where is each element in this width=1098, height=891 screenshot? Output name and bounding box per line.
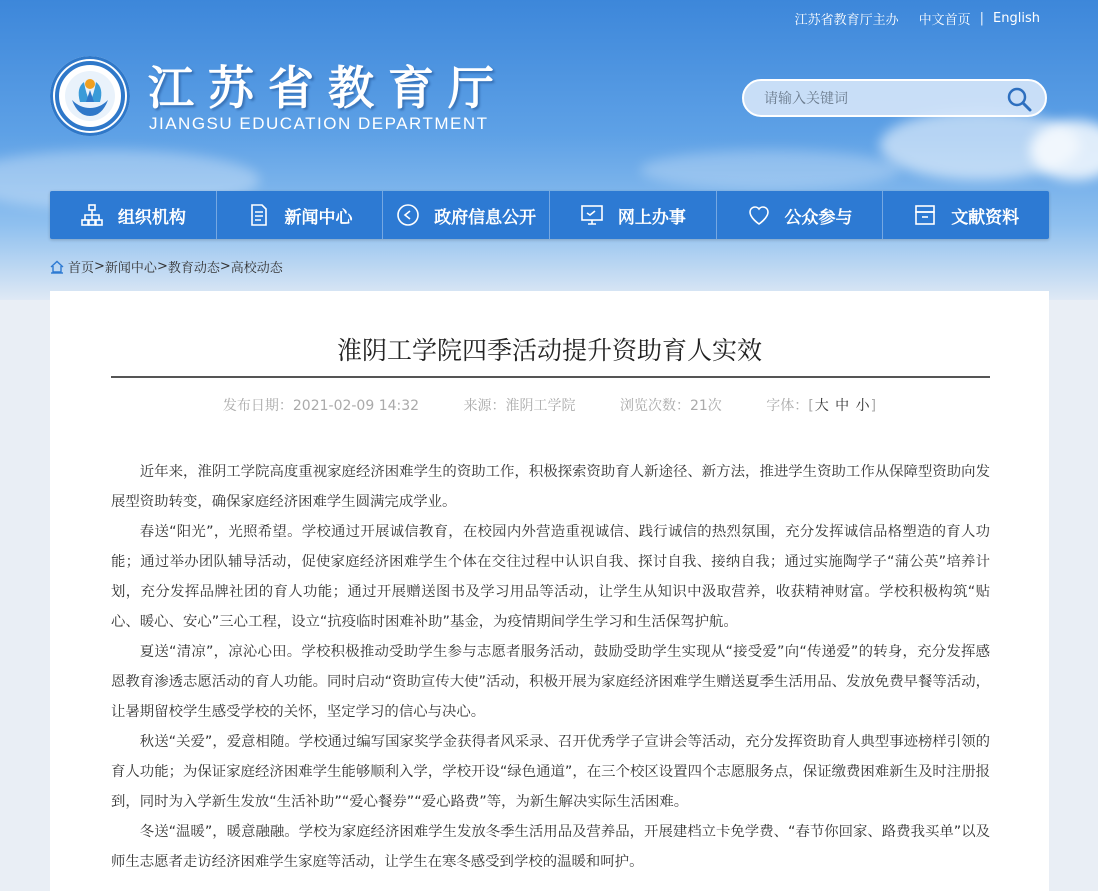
heart-icon bbox=[747, 203, 771, 227]
bracket-close: ] bbox=[870, 398, 877, 414]
search-input[interactable] bbox=[762, 89, 996, 109]
sponsor-link[interactable]: 江苏省教育厅主办 bbox=[794, 13, 899, 28]
breadcrumb-college-news[interactable]: 高校动态 bbox=[230, 261, 283, 276]
publish-date: 发布日期：2021-02-09 14:32 bbox=[222, 398, 420, 414]
font-medium-button[interactable]: 中 bbox=[835, 398, 850, 414]
nav-label: 公众参与 bbox=[784, 207, 853, 228]
cloud-decoration bbox=[640, 150, 900, 190]
paragraph: 秋送“关爱”，爱意相随。学校通过编写国家奖学金获得者风采录、召开优秀学子宣讲会等活动，充分发挥资助育人典型事迹榜样引领的育人功能；为保证家庭经济困难学生能够顺利入学，学校开设“绿色通道”，在三个校区设置四个志愿服务点，保证缴费困难新生及时注册报到，同时为入学新生发放“生活补助”“爱心餐券”“爱心路费”等，为新生解决实际生活困难。 bbox=[111, 734, 990, 810]
nav-label: 文献资料 bbox=[951, 207, 1020, 228]
nav-org[interactable] bbox=[50, 191, 217, 239]
paragraph: 冬送“温暖”，暖意融融。学校为家庭经济困难学生发放冬季生活用品及营养品，开展建档立卡免学费、“春节你回家、路费我买单”以及师生志愿者走访经济困难学生家庭等活动，让学生在寒冬感受到学校的温暖和呵护。 bbox=[111, 824, 990, 870]
main-nav bbox=[50, 191, 1049, 239]
org-chart-icon bbox=[80, 203, 104, 227]
title-divider bbox=[111, 376, 990, 378]
top-links bbox=[795, 9, 1040, 28]
breadcrumb-sep: > bbox=[219, 259, 231, 274]
nav-online-service[interactable] bbox=[550, 191, 717, 239]
breadcrumb-sep: > bbox=[156, 259, 168, 274]
home-icon bbox=[50, 260, 64, 274]
chinese-home-link[interactable]: 中文首页 bbox=[918, 13, 971, 28]
article-meta bbox=[50, 395, 1049, 415]
font-large-button[interactable]: 大 bbox=[814, 398, 829, 414]
header-banner bbox=[0, 0, 1098, 300]
nav-public-participation[interactable] bbox=[717, 191, 884, 239]
breadcrumb-sep: > bbox=[94, 259, 105, 274]
english-link[interactable]: English bbox=[993, 11, 1040, 26]
nav-label: 组织机构 bbox=[117, 207, 186, 228]
nav-gov-info[interactable] bbox=[383, 191, 550, 239]
article-source: 来源：淮阴工学院 bbox=[463, 398, 576, 414]
play-circle-icon bbox=[396, 203, 420, 227]
paragraph: 夏送“清凉”，凉沁心田。学校积极推动受助学生参与志愿者服务活动，鼓励受助学生实现从“接受爱”向“传递爱”的转身，充分发挥感恩教育渗透志愿活动的育人功能。同时启动“资助宣传大使”活动，积极开展为家庭经济困难学生赠送夏季生活用品、发放免费早餐等活动，让暑期留校学生感受学校的关怀，坚定学习的信心与决心。 bbox=[111, 644, 990, 720]
breadcrumb bbox=[50, 257, 283, 276]
view-count: 浏览次数：21次 bbox=[619, 398, 722, 414]
site-logo-english: JIANGSU EDUCATION DEPARTMENT bbox=[149, 114, 489, 133]
article-card bbox=[50, 291, 1049, 891]
nav-label: 网上办事 bbox=[617, 207, 686, 228]
breadcrumb-home[interactable]: 首页 bbox=[68, 261, 95, 276]
font-size-label: 字体： bbox=[766, 398, 809, 414]
nav-label: 新闻中心 bbox=[284, 207, 353, 228]
article-title: 淮阴工学院四季活动提升资助育人实效 bbox=[336, 336, 762, 365]
paragraph: 春送“阳光”，光照希望。学校通过开展诚信教育，在校园内外营造重视诚信、践行诚信的热烈氛围，充分发挥诚信品格塑造的育人功能；通过举办团队辅导活动，促使家庭经济困难学生个体在交往过程中认识自我、探讨自我、接纳自我；通过实施陶学子“蒲公英”培养计划，充分发挥品牌社团的育人功能；通过开展赠送图书及学习用品等活动，让学生从知识中汲取营养，收获精神财富。学校积极构筑“贴心、暖心、安心”三心工程，设立“抗疫临时困难补助”基金，为疫情期间学生学习和生活保驾护航。 bbox=[111, 524, 990, 630]
archive-icon bbox=[913, 203, 937, 227]
nav-news[interactable] bbox=[217, 191, 384, 239]
font-size-switch bbox=[766, 398, 876, 414]
document-icon bbox=[247, 203, 271, 227]
breadcrumb-edu-news[interactable]: 教育动态 bbox=[167, 261, 220, 276]
font-small-button[interactable]: 小 bbox=[855, 398, 870, 414]
article-body bbox=[111, 457, 990, 877]
paragraph: 近年来，淮阴工学院高度重视家庭经济困难学生的资助工作，积极探索资助育人新途径、新方法，推进学生资助工作从保障型资助向发展型资助转变，确保家庭经济困难学生圆满完成学业。 bbox=[111, 464, 990, 510]
nav-label: 政府信息公开 bbox=[434, 207, 537, 228]
search-box bbox=[742, 79, 1047, 117]
logo-emblem-icon[interactable] bbox=[50, 56, 130, 136]
bracket-open: [ bbox=[808, 398, 814, 414]
site-logo-chinese[interactable]: 江苏省教育厅 bbox=[148, 61, 508, 115]
monitor-icon bbox=[580, 203, 604, 227]
search-icon[interactable] bbox=[1005, 85, 1033, 113]
link-separator: | bbox=[979, 11, 985, 26]
nav-documents[interactable] bbox=[883, 191, 1049, 239]
breadcrumb-news-center[interactable]: 新闻中心 bbox=[104, 261, 157, 276]
